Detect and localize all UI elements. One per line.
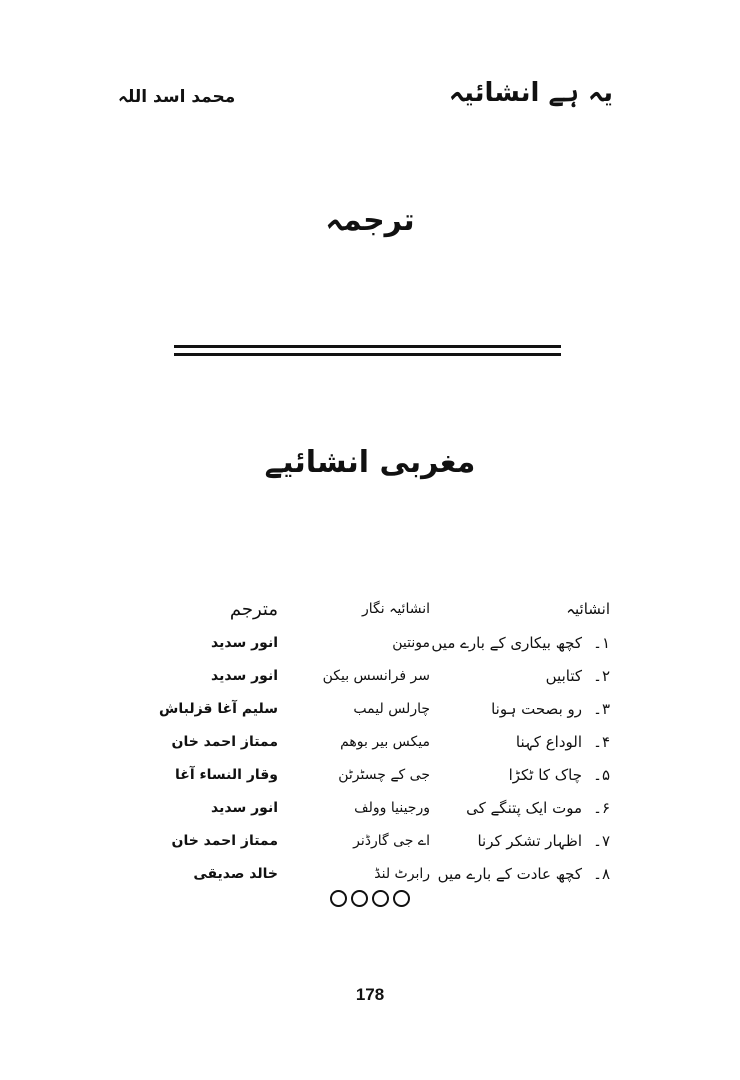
- essay-title: رو بصحت ہونا: [491, 699, 582, 718]
- essayist-name: اے جی گارڈنر: [353, 832, 430, 849]
- essay-column-header: انشائیہ: [566, 600, 610, 618]
- row-number: ۱۔: [593, 633, 610, 652]
- contents-header-row: [150, 592, 610, 626]
- table-row: [150, 758, 610, 791]
- row-number: ۷۔: [593, 831, 610, 850]
- translator-name: ممتاز احمد خان: [171, 733, 278, 750]
- double-rule-bottom: [174, 353, 561, 356]
- section-title: ترجمہ: [325, 203, 415, 238]
- essayist-name: رابرٹ لنڈ: [374, 865, 430, 882]
- essay-title: کتابیں: [545, 666, 582, 685]
- translator-name: وقار النساء آغا: [175, 766, 278, 783]
- row-number: ۳۔: [593, 699, 610, 718]
- row-number: ۸۔: [593, 864, 610, 883]
- essayist-name: مونتین: [392, 634, 430, 651]
- essay-title: موت ایک پتنگے کی: [466, 798, 582, 817]
- essay-title: کچھ بیکاری کے بارے میں: [431, 633, 582, 652]
- ornament-circle: [393, 890, 410, 907]
- ornament-circle: [330, 890, 347, 907]
- essayist-column-header: انشائیہ نگار: [362, 601, 430, 617]
- end-ornament: [0, 890, 740, 911]
- essay-title: الوداع کہنا: [515, 732, 582, 751]
- row-number: ۴۔: [593, 732, 610, 751]
- table-row: [150, 857, 610, 890]
- row-number: ۵۔: [593, 765, 610, 784]
- ornament-circle: [351, 890, 368, 907]
- subsection-title: مغربی انشائیے: [264, 445, 476, 480]
- table-row: [150, 626, 610, 659]
- essayist-name: ورجینیا وولف: [354, 799, 430, 816]
- table-row: [150, 692, 610, 725]
- translator-column-header: مترجم: [229, 598, 278, 620]
- contents-table: [150, 592, 610, 890]
- page-number: 178: [355, 985, 385, 1004]
- essayist-name: چارلس لیمب: [353, 700, 430, 717]
- author-name: محمد اسد اللہ: [118, 87, 236, 107]
- essayist-name: میکس بیر بوھم: [340, 733, 430, 750]
- row-number: ۲۔: [593, 666, 610, 685]
- table-row: [150, 791, 610, 824]
- translator-name: سلیم آغا قزلباش: [159, 700, 278, 717]
- translator-name: انور سدید: [211, 634, 278, 651]
- translator-name: خالد صدیقی: [193, 865, 278, 882]
- essay-title: چاک کا ٹکڑا: [508, 765, 582, 784]
- book-title: یہ ہے انشائیہ: [448, 78, 613, 108]
- translator-name: انور سدید: [211, 799, 278, 816]
- row-number: ۶۔: [593, 798, 610, 817]
- essayist-name: سر فرانسس بیکن: [322, 667, 430, 684]
- table-row: [150, 659, 610, 692]
- essayist-name: جی کے چسٹرٹن: [338, 766, 430, 783]
- translator-name: ممتاز احمد خان: [171, 832, 278, 849]
- table-row: [150, 824, 610, 857]
- double-rule-top: [174, 345, 561, 348]
- translator-name: انور سدید: [211, 667, 278, 684]
- table-row: [150, 725, 610, 758]
- ornament-circle: [372, 890, 389, 907]
- essay-title: اظہار تشکر کرنا: [477, 831, 582, 850]
- essay-title: کچھ عادت کے بارے میں: [437, 864, 582, 883]
- contents-rows: [150, 626, 610, 890]
